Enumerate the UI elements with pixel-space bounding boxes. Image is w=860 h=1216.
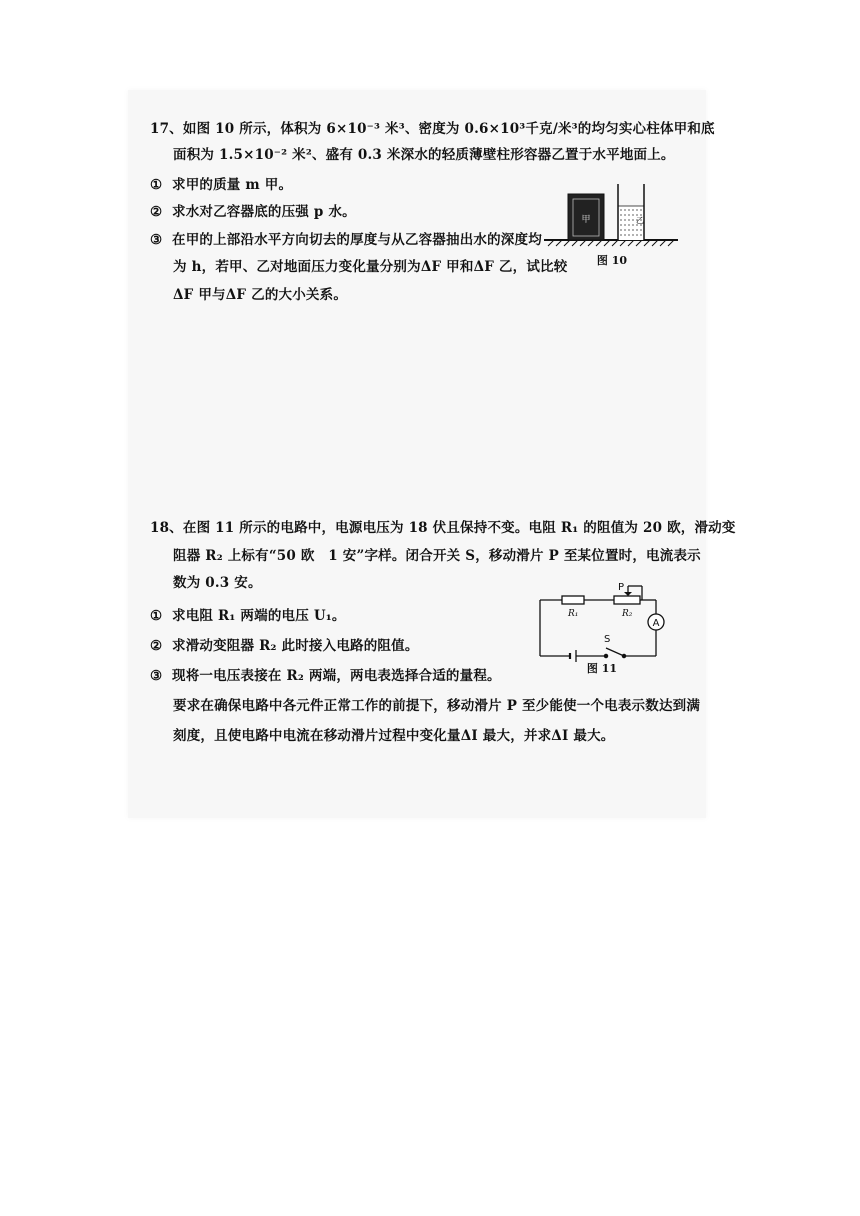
q18-line-2: 阻器 R₂ 上标有“50 欧 1 安”字样。闭合开关 S，移动滑片 P 至某位置时，电流表示 (173, 548, 701, 564)
q17-part-3-line-3: ΔF 甲与ΔF 乙的大小关系。 (173, 287, 348, 303)
q17-part-1-text: 求甲的质量 m 甲。 (172, 177, 293, 193)
q17-part-2-text: 求水对乙容器底的压强 p 水。 (172, 204, 356, 220)
label-r2: R₂ (622, 609, 633, 619)
resistor-r1 (562, 596, 584, 604)
figure-10-caption: 图 10 (596, 254, 628, 267)
ammeter-label: A (652, 618, 660, 629)
q18-part-3-line-3: 刻度，且使电路中电流在移动滑片过程中变化量ΔI 最大，并求ΔI 最大。 (173, 728, 615, 744)
figure-10 (540, 176, 682, 272)
label-yi: 乙 (636, 216, 644, 225)
q18-part-3-line-2: 要求在确保电路中各元件正常工作的前提下，移动滑片 P 至少能使一个电表示数达到满 (173, 698, 701, 714)
q17-part-2 (150, 203, 356, 221)
q17-line-1: 17、如图 10 所示，体积为 6×10⁻³ 米³、密度为 0.6×10³千克/米³的均匀实心柱体甲和底 (150, 121, 715, 137)
label-s: S (604, 634, 611, 645)
q17-part-3-line-2: 为 h，若甲、乙对地面压力变化量分别为ΔF 甲和ΔF 乙，试比较 (173, 259, 568, 275)
figure-11 (532, 580, 670, 676)
ground-hatch (544, 240, 678, 246)
label-p: P (618, 582, 625, 593)
q18-part-3 (150, 667, 501, 685)
q17-part-3-marker: ③ (150, 232, 163, 248)
q18-part-2 (150, 637, 419, 655)
q18-line-1: 18、在图 11 所示的电路中，电源电压为 18 伏且保持不变。电阻 R₁ 的阻值为 20 欧，滑动变 (150, 520, 736, 536)
resistor-r2 (614, 596, 640, 604)
q18-part-3-text: 现将一电压表接在 R₂ 两端，两电表选择合适的量程。 (172, 668, 501, 684)
q18-part-1-marker: ① (150, 608, 163, 624)
q17-line-2: 面积为 1.5×10⁻² 米²、盛有 0.3 米深水的轻质薄壁柱形容器乙置于水平地面上。 (173, 147, 675, 163)
q18-part-3-marker: ③ (150, 668, 163, 684)
figure-11-caption: 图 11 (586, 662, 618, 675)
q17-part-1 (150, 176, 292, 194)
q17-part-3 (150, 231, 542, 249)
q18-part-1 (150, 607, 346, 625)
q18-line-3: 数为 0.3 安。 (173, 575, 262, 591)
label-jia: 甲 (581, 215, 591, 225)
q17-part-2-marker: ② (150, 204, 163, 220)
q17-part-3-line-1: 在甲的上部沿水平方向切去的厚度与从乙容器抽出水的深度均 (172, 232, 542, 248)
q17-part-1-marker: ① (150, 177, 163, 193)
q18-part-2-text: 求滑动变阻器 R₂ 此时接入电路的阻值。 (172, 638, 419, 654)
label-r1: R₁ (568, 609, 579, 619)
q18-part-2-marker: ② (150, 638, 163, 654)
container-yi (618, 184, 644, 240)
q18-part-1-text: 求电阻 R₁ 两端的电压 U₁。 (172, 608, 346, 624)
